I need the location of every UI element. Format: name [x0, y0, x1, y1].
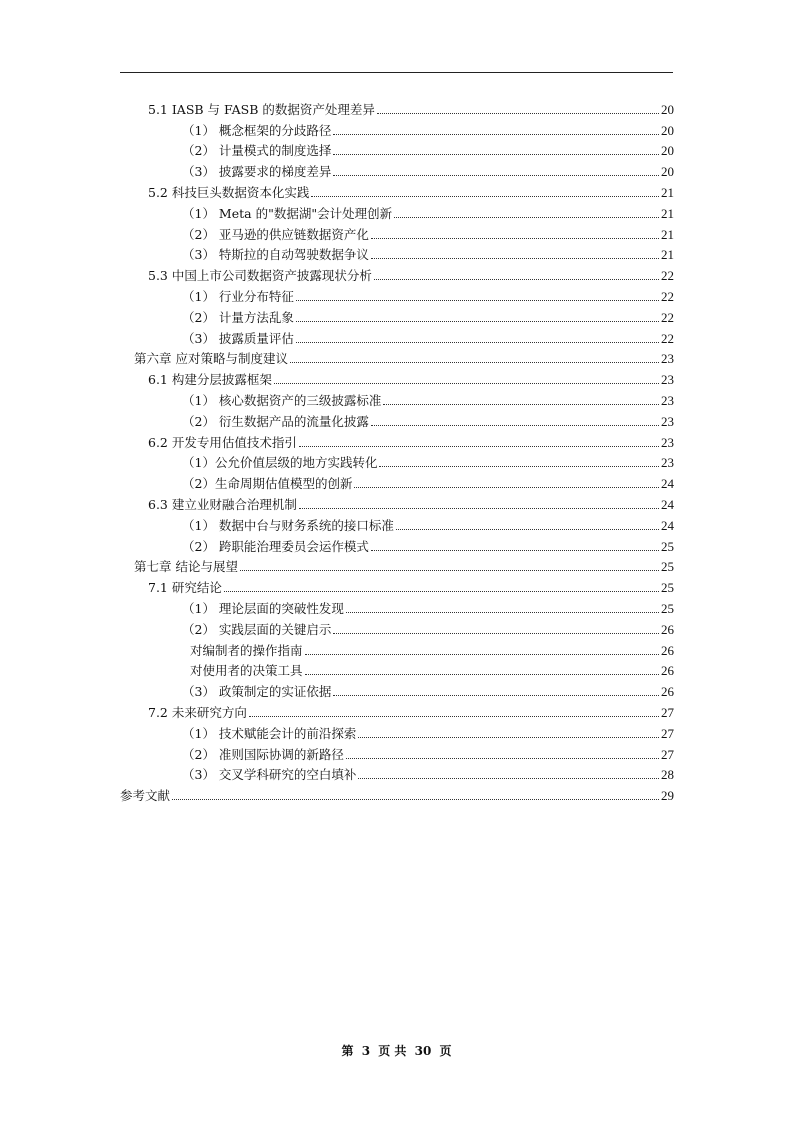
toc-entry-title: 对编制者的操作指南	[190, 642, 303, 658]
toc-entry-page-number: 22	[661, 330, 674, 346]
toc-entry[interactable]	[120, 305, 674, 326]
toc-dot-leader	[311, 196, 659, 197]
toc-dot-leader	[383, 404, 659, 405]
toc-entry-page-number: 25	[661, 600, 674, 616]
toc-dot-leader	[240, 570, 659, 571]
toc-entry-title: 6.1 构建分层披露框架	[148, 372, 272, 388]
toc-entry-title: 5.2 科技巨头数据资本化实践	[148, 184, 310, 200]
toc-dot-leader	[371, 425, 659, 426]
toc-dot-leader	[379, 466, 659, 467]
toc-entry-page-number: 23	[661, 413, 674, 429]
toc-entry-page-number: 26	[661, 642, 674, 658]
toc-entry-title: 7.1 研究结论	[148, 580, 222, 596]
toc-entry[interactable]	[120, 388, 674, 409]
toc-entry-title: 5.3 中国上市公司数据资产披露现状分析	[148, 268, 372, 284]
toc-entry-page-number: 28	[661, 767, 674, 783]
toc-entry[interactable]	[120, 555, 674, 576]
toc-entry-title: （1） 技术赋能会计的前沿探索	[182, 725, 357, 741]
toc-entry-page-number: 20	[661, 164, 674, 180]
toc-entry[interactable]	[120, 180, 674, 201]
toc-entry[interactable]	[120, 409, 674, 430]
toc-dot-leader	[172, 799, 659, 800]
toc-dot-leader	[346, 758, 659, 759]
toc-entry-title: （1） 理论层面的突破性发现	[182, 600, 344, 616]
toc-entry-title: 对使用者的决策工具	[190, 663, 303, 679]
toc-entry-page-number: 27	[661, 704, 674, 720]
toc-dot-leader	[371, 550, 659, 551]
toc-entry[interactable]	[120, 97, 674, 118]
toc-entry-page-number: 26	[661, 684, 674, 700]
toc-entry-page-number: 23	[661, 372, 674, 388]
toc-dot-leader	[305, 674, 659, 675]
toc-entry[interactable]	[120, 367, 674, 388]
toc-entry-title: 第七章 结论与展望	[134, 559, 238, 575]
toc-entry-page-number: 25	[661, 580, 674, 596]
toc-entry[interactable]	[120, 222, 674, 243]
toc-entry-title: （3） 披露要求的梯度差异	[182, 164, 332, 180]
toc-entry-page-number: 23	[661, 434, 674, 450]
toc-entry-title: （1） 行业分布特征	[182, 288, 294, 304]
toc-dot-leader	[358, 778, 659, 779]
toc-entry-page-number: 23	[661, 351, 674, 367]
toc-entry-page-number: 24	[661, 517, 674, 533]
toc-dot-leader	[358, 737, 659, 738]
toc-entry-page-number: 27	[661, 746, 674, 762]
toc-entry-page-number: 21	[661, 226, 674, 242]
toc-entry-title: 6.3 建立业财融合治理机制	[148, 496, 297, 512]
toc-dot-leader	[305, 654, 659, 655]
toc-entry-page-number: 20	[661, 143, 674, 159]
toc-entry-title: （2） 衍生数据产品的流量化披露	[182, 413, 369, 429]
toc-entry[interactable]	[120, 159, 674, 180]
footer-prefix: 第	[341, 1044, 354, 1058]
toc-entry-page-number: 27	[661, 725, 674, 741]
toc-entry-page-number: 20	[661, 122, 674, 138]
toc-entry-title: （1）公允价值层级的地方实践转化	[182, 455, 378, 471]
toc-entry-title: （2） 准则国际协调的新路径	[182, 746, 344, 762]
page-footer	[0, 1042, 793, 1059]
toc-dot-leader	[296, 321, 659, 322]
toc-entry-page-number: 22	[661, 288, 674, 304]
toc-entry[interactable]	[120, 430, 674, 451]
toc-entry[interactable]	[120, 492, 674, 513]
toc-dot-leader	[333, 633, 659, 634]
toc-entry[interactable]	[120, 326, 674, 347]
toc-dot-leader	[274, 383, 659, 384]
toc-entry[interactable]	[120, 471, 674, 492]
toc-entry-title: （2） 跨职能治理委员会运作模式	[182, 538, 369, 554]
toc-entry-page-number: 21	[661, 184, 674, 200]
toc-dot-leader	[374, 279, 659, 280]
toc-entry-title: 参考文献	[120, 788, 171, 804]
toc-entry[interactable]	[120, 617, 674, 638]
toc-dot-leader	[394, 217, 659, 218]
toc-entry[interactable]	[120, 201, 674, 222]
toc-entry-title: （1） Meta 的"数据湖"会计处理创新	[182, 205, 393, 221]
footer-total-pages: 30	[414, 1044, 432, 1058]
toc-dot-leader	[354, 487, 659, 488]
toc-entry[interactable]	[120, 347, 674, 368]
toc-dot-leader	[296, 300, 659, 301]
toc-entry-title: （3） 特斯拉的自动驾驶数据争议	[182, 247, 369, 263]
toc-entry-page-number: 25	[661, 559, 674, 575]
header-rule	[120, 72, 673, 73]
toc-dot-leader	[224, 591, 659, 592]
toc-entry-title: （3） 披露质量评估	[182, 330, 294, 346]
toc-entry-title: （2） 计量方法乱象	[182, 309, 294, 325]
toc-dot-leader	[299, 508, 659, 509]
footer-suffix: 页	[439, 1044, 452, 1058]
toc-entry-title: （2） 计量模式的制度选择	[182, 143, 332, 159]
toc-entry[interactable]	[120, 263, 674, 284]
toc-entry[interactable]	[120, 513, 674, 534]
toc-entry[interactable]	[120, 700, 674, 721]
toc-entry-page-number: 25	[661, 538, 674, 554]
toc-entry[interactable]	[120, 139, 674, 160]
toc-entry[interactable]	[120, 243, 674, 264]
toc-dot-leader	[333, 154, 659, 155]
toc-dot-leader	[377, 113, 659, 114]
toc-entry-page-number: 21	[661, 247, 674, 263]
toc-entry[interactable]	[120, 742, 674, 763]
toc-dot-leader	[333, 175, 659, 176]
toc-dot-leader	[333, 695, 659, 696]
toc-entry-title: （3） 政策制定的实证依据	[182, 684, 332, 700]
toc-entry-page-number: 24	[661, 476, 674, 492]
table-of-contents	[120, 97, 674, 804]
toc-entry[interactable]	[120, 638, 674, 659]
toc-entry-title: 5.1 IASB 与 FASB 的数据资产处理差异	[148, 101, 375, 117]
toc-dot-leader	[396, 529, 659, 530]
toc-entry-title: （3） 交叉学科研究的空白填补	[182, 767, 357, 783]
toc-entry-title: 第六章 应对策略与制度建议	[134, 351, 288, 367]
toc-entry[interactable]	[120, 284, 674, 305]
toc-dot-leader	[296, 342, 659, 343]
toc-entry-title: （1） 核心数据资产的三级披露标准	[182, 392, 382, 408]
toc-entry-page-number: 26	[661, 621, 674, 637]
toc-dot-leader	[371, 238, 659, 239]
footer-current-page: 3	[361, 1044, 371, 1058]
footer-mid: 页 共	[378, 1044, 407, 1058]
toc-entry-title: 7.2 未来研究方向	[148, 704, 247, 720]
toc-entry-page-number: 20	[661, 101, 674, 117]
toc-entry-title: 6.2 开发专用估值技术指引	[148, 434, 297, 450]
toc-entry-title: （2） 实践层面的关键启示	[182, 621, 332, 637]
toc-dot-leader	[249, 716, 659, 717]
toc-dot-leader	[333, 134, 659, 135]
toc-entry-page-number: 23	[661, 392, 674, 408]
toc-dot-leader	[299, 446, 659, 447]
toc-entry-page-number: 22	[661, 268, 674, 284]
toc-entry[interactable]	[120, 721, 674, 742]
toc-entry[interactable]	[120, 783, 674, 804]
toc-entry-page-number: 22	[661, 309, 674, 325]
toc-entry[interactable]	[120, 534, 674, 555]
toc-entry-page-number: 29	[661, 788, 674, 804]
toc-entry[interactable]	[120, 596, 674, 617]
toc-entry[interactable]	[120, 451, 674, 472]
toc-entry-page-number: 26	[661, 663, 674, 679]
toc-dot-leader	[371, 258, 659, 259]
toc-entry-title: （1） 概念框架的分歧路径	[182, 122, 332, 138]
toc-dot-leader	[290, 362, 659, 363]
toc-entry-page-number: 24	[661, 496, 674, 512]
toc-entry-page-number: 21	[661, 205, 674, 221]
toc-entry[interactable]	[120, 118, 674, 139]
toc-entry-title: （1） 数据中台与财务系统的接口标准	[182, 517, 394, 533]
toc-entry[interactable]	[120, 659, 674, 680]
toc-entry[interactable]	[120, 679, 674, 700]
toc-entry[interactable]	[120, 763, 674, 784]
toc-dot-leader	[346, 612, 659, 613]
toc-entry[interactable]	[120, 575, 674, 596]
toc-entry-title: （2） 亚马逊的供应链数据资产化	[182, 226, 369, 242]
toc-entry-page-number: 23	[661, 455, 674, 471]
toc-entry-title: （2）生命周期估值模型的创新	[182, 476, 353, 492]
